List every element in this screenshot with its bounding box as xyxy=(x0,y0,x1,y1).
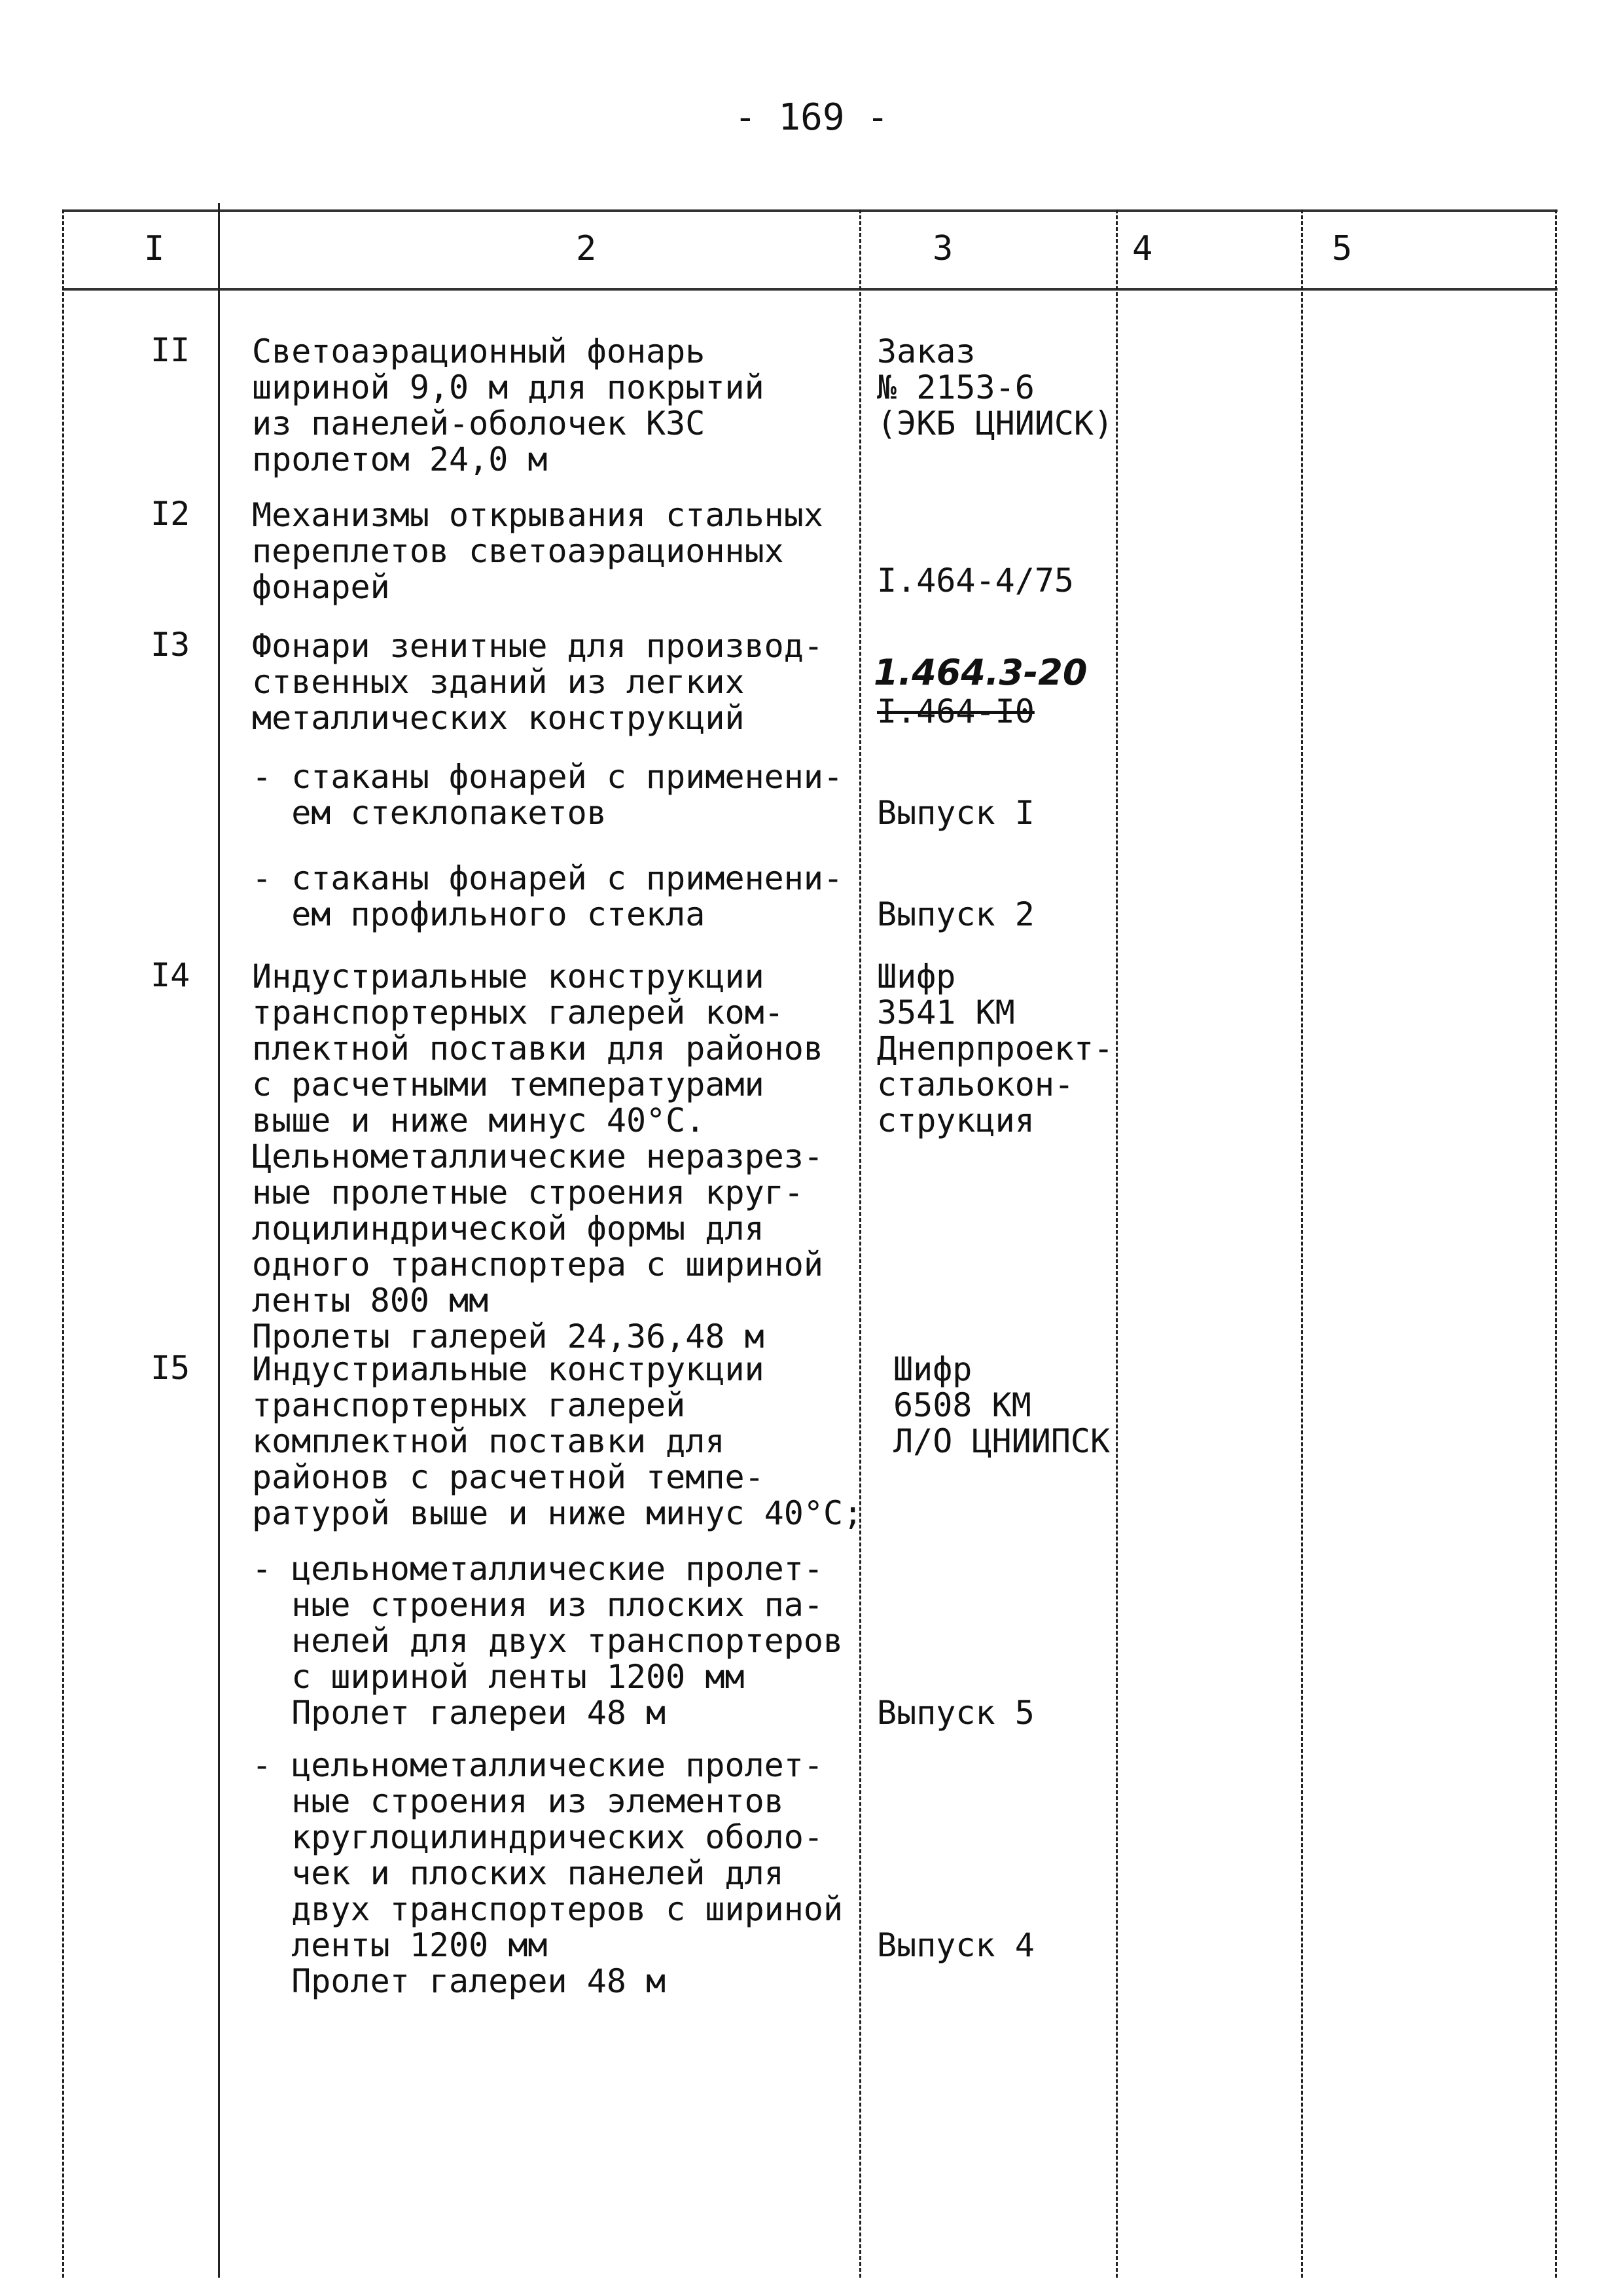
header-col-1: I xyxy=(144,229,165,268)
header-col-5: 5 xyxy=(1332,229,1353,268)
struck-out-reference: I.464-I0 xyxy=(877,692,1035,730)
column-divider-2 xyxy=(859,209,861,2278)
row-reference: Выпуск 2 xyxy=(877,895,1035,933)
row-reference: I.464-4/75 xyxy=(877,562,1075,600)
row-number: I3 xyxy=(151,626,190,664)
table-top-rule xyxy=(62,209,1558,212)
row-description: Механизмы открывания стальных переплетов светоаэрационных фонарей xyxy=(252,496,823,606)
row-description: Индустриальные конструкции транспортерных галерей ком- плектной поставки для районов с расчетными температурами выше и ниже минус 40°С. Цельнометаллические неразрез- ные пролетные строения круг- лоцилиндрической формы для одного транспортера с шириной ленты 800 мм Пролеты галерей 24,36,48 м xyxy=(252,958,823,1355)
row-number: I4 xyxy=(151,956,190,994)
row-reference: Заказ № 2153-6 (ЭКБ ЦНИИСК) xyxy=(877,332,1114,442)
header-col-2: 2 xyxy=(576,229,597,268)
row-description: - цельнометаллические пролет- ные строения из плоских па- нелей для двух транспортеров с шириной ленты 1200 мм Пролет галереи 48 м xyxy=(252,1550,844,1732)
row-reference: Выпуск 5 xyxy=(877,1694,1035,1732)
row-number: I2 xyxy=(151,495,190,533)
row-description: Фонари зенитные для производ- ственных зданий из легких металлических конструкций xyxy=(252,627,823,737)
column-divider-3 xyxy=(1116,209,1118,2278)
row-reference: Выпуск 4 xyxy=(877,1926,1035,1964)
header-col-4: 4 xyxy=(1132,229,1153,268)
table-right-border xyxy=(1555,209,1557,2278)
header-col-3: 3 xyxy=(933,229,954,268)
column-divider-4 xyxy=(1301,209,1303,2278)
row-number: II xyxy=(151,331,190,369)
row-reference: Шифр 6508 КМ Л/О ЦНИИПСК xyxy=(893,1350,1111,1460)
row-reference: Шифр 3541 КМ Днепрпроект- стальокон- струкция xyxy=(877,958,1114,1139)
row-description: - стаканы фонарей с применени- ем профильного стекла xyxy=(252,859,844,933)
row-reference: Выпуск I xyxy=(877,794,1035,832)
row-description: Индустриальные конструкции транспортерных галерей комплектной поставки для районов с расчетной темпе- ратурой выше и ниже минус 40°С; xyxy=(252,1350,863,1532)
row-description: Светоаэрационный фонарь шириной 9,0 м для покрытий из панелей-оболочек КЗС пролетом 24,0 м xyxy=(252,332,764,478)
page-number: - 169 - xyxy=(734,96,889,139)
row-description: - стаканы фонарей с применени- ем стеклопакетов xyxy=(252,758,844,832)
handwritten-reference-correction: 1.464.3-20 xyxy=(874,652,1088,693)
table-left-border xyxy=(62,209,64,2278)
column-divider-1 xyxy=(218,203,220,2278)
row-number: I5 xyxy=(151,1349,190,1387)
row-description: - цельнометаллические пролет- ные строения из элементов круглоцилиндрических оболо- чек и плоских панелей для двух транспортеров с шириной ленты 1200 мм Пролет галереи 48 м xyxy=(252,1746,844,2000)
header-bottom-rule xyxy=(62,288,1558,291)
